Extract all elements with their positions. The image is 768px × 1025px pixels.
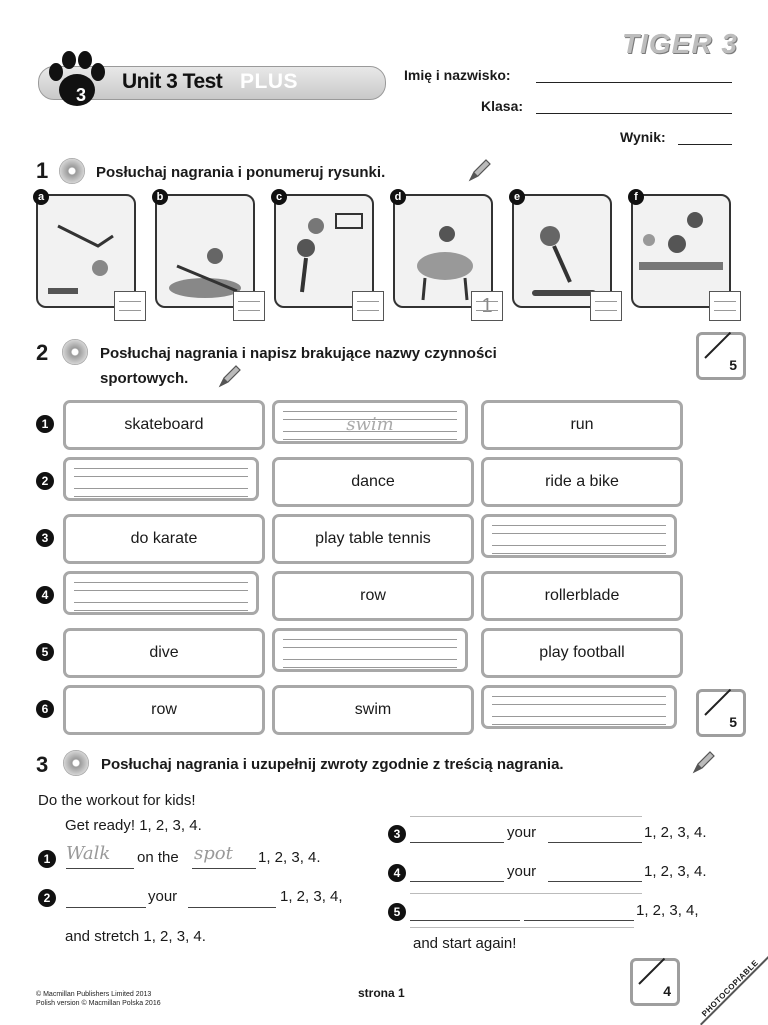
cd-icon bbox=[63, 750, 89, 776]
item-badge: 5 bbox=[388, 903, 406, 921]
photocopiable-label: PHOTOCOPIABLE bbox=[700, 958, 761, 1019]
exercise-2-instruction-cont: sportowych. bbox=[100, 370, 189, 387]
score-field[interactable] bbox=[678, 143, 732, 145]
row-number-badge: 4 bbox=[36, 586, 54, 604]
phrase-text: and stretch 1, 2, 3, 4. bbox=[65, 928, 206, 945]
answer-cell[interactable] bbox=[481, 685, 677, 729]
activity-cell: do karate bbox=[63, 514, 265, 564]
answer-blank[interactable] bbox=[548, 880, 642, 882]
answer-blank[interactable] bbox=[410, 919, 520, 921]
row-number-badge: 3 bbox=[36, 529, 54, 547]
answer-digit bbox=[234, 292, 264, 320]
handwritten-answer: Walk bbox=[66, 843, 111, 864]
horse-riding-icon bbox=[395, 196, 491, 306]
answer-box[interactable] bbox=[352, 291, 384, 321]
name-field[interactable] bbox=[536, 81, 732, 83]
unit-number: 3 bbox=[75, 85, 86, 105]
cd-icon bbox=[59, 158, 85, 184]
answer-cell[interactable] bbox=[481, 514, 677, 558]
pencil-icon bbox=[690, 750, 716, 776]
exercise-3-number: 3 bbox=[36, 752, 49, 777]
activity-cell: play football bbox=[481, 628, 683, 678]
copyright-1: © Macmillan Publishers Limited 2013 bbox=[36, 991, 152, 998]
picture-letter: e bbox=[509, 189, 525, 205]
answer-digit bbox=[115, 292, 145, 320]
tiger-logo: TIGER 3 bbox=[622, 28, 738, 59]
picture-letter: d bbox=[390, 189, 406, 205]
phrase-text: your bbox=[507, 863, 537, 880]
activity-cell: play table tennis bbox=[272, 514, 474, 564]
activity-cell: ride a bike bbox=[481, 457, 683, 507]
class-label: Klasa: bbox=[481, 98, 524, 114]
exercise-3-score-box bbox=[630, 958, 680, 1006]
answer-blank[interactable] bbox=[66, 867, 134, 869]
activity-cell: run bbox=[481, 400, 683, 450]
guide-line bbox=[410, 927, 634, 928]
phrase-text: 1, 2, 3, 4, bbox=[636, 902, 699, 919]
handwritten-example: swim bbox=[346, 414, 394, 435]
answer-cell[interactable] bbox=[272, 400, 468, 444]
answer-cell[interactable] bbox=[272, 628, 468, 672]
answer-blank[interactable] bbox=[410, 880, 504, 882]
picture-letter: b bbox=[152, 189, 168, 205]
activity-cell: row bbox=[272, 571, 474, 621]
table-tennis-icon bbox=[633, 196, 729, 306]
answer-digit bbox=[591, 292, 621, 320]
answer-digit bbox=[353, 292, 383, 320]
answer-box[interactable] bbox=[114, 291, 146, 321]
exercise-2-score-box bbox=[696, 689, 746, 737]
row-number-badge: 6 bbox=[36, 700, 54, 718]
picture-letter: f bbox=[628, 189, 644, 205]
name-label: Imię i nazwisko: bbox=[404, 67, 511, 83]
pencil-icon bbox=[466, 158, 492, 184]
workout-ready: Get ready! 1, 2, 3, 4. bbox=[65, 817, 202, 834]
phrase-text: and start again! bbox=[413, 935, 517, 952]
exercise-3-score: 4 bbox=[663, 983, 671, 999]
answer-box[interactable] bbox=[233, 291, 265, 321]
exercise-1-number: 1 bbox=[36, 158, 49, 183]
activity-cell: skateboard bbox=[63, 400, 265, 450]
guide-line bbox=[410, 816, 642, 817]
pencil-icon bbox=[216, 364, 242, 390]
answer-blank[interactable] bbox=[66, 906, 146, 908]
answer-cell[interactable] bbox=[63, 571, 259, 615]
answer-blank[interactable] bbox=[548, 841, 642, 843]
unit-title: Unit 3 Test bbox=[122, 70, 223, 93]
answer-box[interactable] bbox=[471, 291, 503, 321]
item-badge: 2 bbox=[38, 889, 56, 907]
item-badge: 3 bbox=[388, 825, 406, 843]
phrase-text: 1, 2, 3, 4. bbox=[258, 849, 321, 866]
basketball-icon bbox=[276, 196, 372, 306]
item-badge: 4 bbox=[388, 864, 406, 882]
answer-blank[interactable] bbox=[410, 841, 504, 843]
answer-blank[interactable] bbox=[192, 867, 256, 869]
handwritten-answer: spot bbox=[194, 843, 233, 864]
phrase-text: 1, 2, 3, 4, bbox=[280, 888, 343, 905]
activity-cell: row bbox=[63, 685, 265, 735]
answer-box[interactable] bbox=[590, 291, 622, 321]
picture-letter: a bbox=[33, 189, 49, 205]
answer-blank[interactable] bbox=[524, 919, 634, 921]
row-number-badge: 1 bbox=[36, 415, 54, 433]
exercise-1-instruction: Posłuchaj nagrania i ponumeruj rysunki. bbox=[96, 164, 386, 181]
row-number-badge: 5 bbox=[36, 643, 54, 661]
cd-icon bbox=[62, 339, 88, 365]
exercise-1-score-box bbox=[696, 332, 746, 380]
class-field[interactable] bbox=[536, 112, 732, 114]
exercise-2-score: 5 bbox=[729, 714, 737, 730]
exercise-1-score: 5 bbox=[729, 357, 737, 373]
answer-blank[interactable] bbox=[188, 906, 276, 908]
answer-digit: 1 bbox=[481, 295, 493, 317]
phrase-text: 1, 2, 3, 4. bbox=[644, 863, 707, 880]
row-icon bbox=[157, 196, 253, 306]
exercise-2-instruction: Posłuchaj nagrania i napisz brakujące nazwy czynności bbox=[100, 345, 497, 362]
skateboard-icon bbox=[514, 196, 610, 306]
row-number-badge: 2 bbox=[36, 472, 54, 490]
page-number: strona 1 bbox=[358, 986, 405, 1000]
activity-cell: swim bbox=[272, 685, 474, 735]
phrase-text: 1, 2, 3, 4. bbox=[644, 824, 707, 841]
exercise-3-instruction: Posłuchaj nagrania i uzupełnij zwroty zgodnie z treścią nagrania. bbox=[101, 756, 564, 773]
answer-box[interactable] bbox=[709, 291, 741, 321]
activity-cell: rollerblade bbox=[481, 571, 683, 621]
workout-intro: Do the workout for kids! bbox=[38, 792, 196, 809]
answer-digit bbox=[710, 292, 740, 320]
item-badge: 1 bbox=[38, 850, 56, 868]
phrase-text: on the bbox=[137, 849, 179, 866]
exercise-2-number: 2 bbox=[36, 340, 49, 365]
dive-icon bbox=[38, 196, 134, 306]
phrase-text: your bbox=[148, 888, 178, 905]
activity-cell: dance bbox=[272, 457, 474, 507]
guide-line bbox=[410, 893, 642, 894]
score-label: Wynik: bbox=[620, 129, 666, 145]
picture-letter: c bbox=[271, 189, 287, 205]
phrase-text: your bbox=[507, 824, 537, 841]
answer-cell[interactable] bbox=[63, 457, 259, 501]
unit-plus-label: PLUS bbox=[240, 70, 299, 93]
activity-cell: dive bbox=[63, 628, 265, 678]
copyright-2: Polish version © Macmillan Polska 2016 bbox=[36, 1000, 161, 1007]
